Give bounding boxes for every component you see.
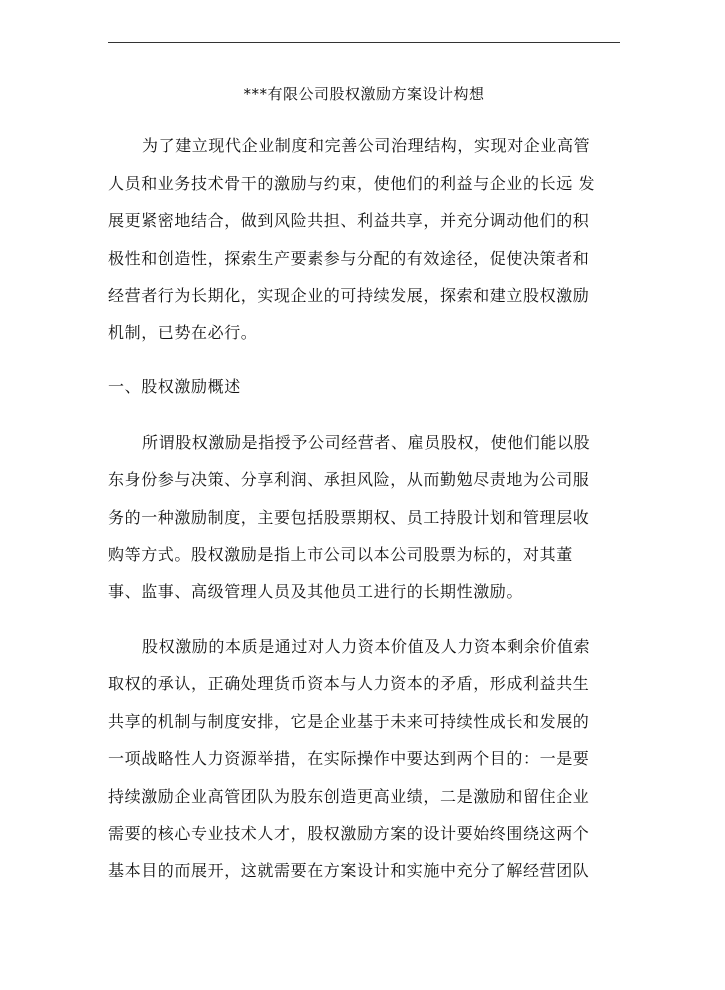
paragraph-line: 经营者行为长期化，实现企业的可持续发展，探索和建立股权激励	[108, 286, 590, 305]
paragraph-line: 需要的核心专业技术人才，股权激励方案的设计要始终围绕这两个	[108, 824, 590, 843]
paragraph-line: 展更紧密地结合，做到风险共担、利益共享，并充分调动他们的积	[108, 211, 590, 230]
paragraph-line: 共享的机制与制度安排，它是企业基于未来可持续性成长和发展的	[108, 712, 590, 731]
section-heading: 一、股权激励概述	[108, 377, 241, 396]
paragraph-line: 人员和业务技术骨干的激励与约束，使他们的利益与企业的长远 发	[108, 174, 596, 193]
paragraph-line: 东身份参与决策、分享利润、承担风险，从而勤勉尽责地为公司服	[108, 470, 590, 489]
paragraph-line: 股权激励的本质是通过对人力资本价值及人力资本剩余价值索	[142, 637, 591, 656]
paragraph-line: 务的一种激励制度，主要包括股票期权、员工持股计划和管理层收	[108, 508, 590, 527]
paragraph-line: 机制，已势在必行。	[108, 323, 258, 342]
paragraph-line: 事、监事、高级管理人员及其他员工进行的长期性激励。	[108, 582, 524, 601]
header-rule	[108, 42, 620, 43]
paragraph-line: 为了建立现代企业制度和完善公司治理结构，实现对企业高管	[142, 136, 591, 155]
document-title: ***有限公司股权激励方案设计构想	[243, 85, 485, 103]
paragraph-line: 取权的承认，正确处理货币资本与人力资本的矛盾，形成利益共生	[108, 674, 590, 693]
paragraph-line: 持续激励企业高管团队为股东创造更高业绩，二是激励和留住企业	[108, 787, 590, 806]
paragraph-line: 购等方式。股权激励是指上市公司以本公司股票为标的，对其董	[108, 545, 573, 564]
paragraph-line: 一项战略性人力资源举措，在实际操作中要达到两个目的：一是要	[108, 749, 590, 768]
paragraph-line: 基本目的而展开，这就需要在方案设计和实施中充分了解经营团队	[108, 861, 590, 880]
paragraph-line: 极性和创造性，探索生产要素参与分配的有效途径，促使决策者和	[108, 249, 590, 268]
paragraph-line: 所谓股权激励是指授予公司经营者、雇员股权，使他们能以股	[142, 433, 591, 452]
